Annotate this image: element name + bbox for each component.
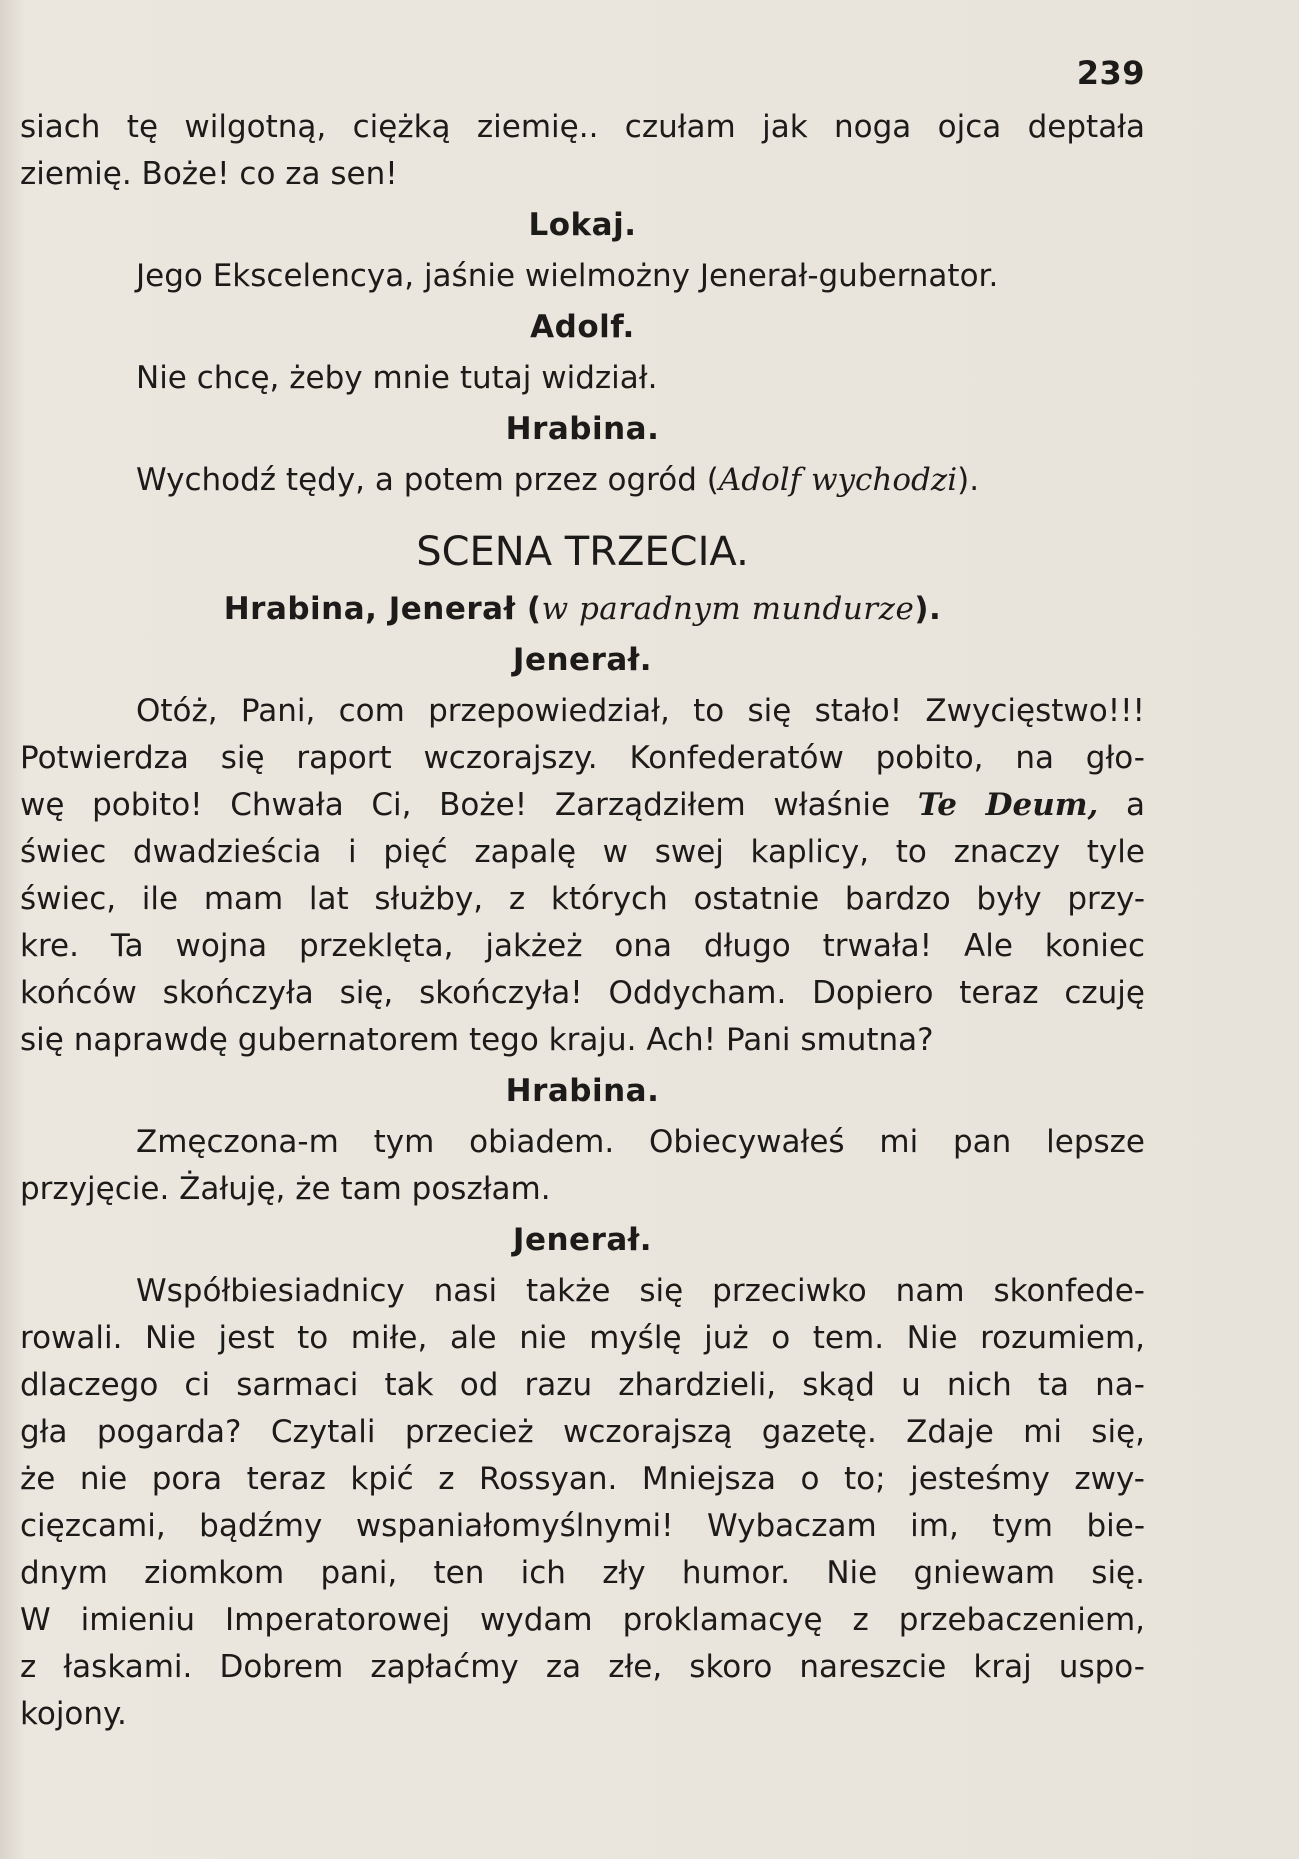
scene-title: SCENA TRZECIA. xyxy=(416,529,749,575)
dialogue-line: z łaskami. Dobrem zapłaćmy za złe, skoro nareszcie kraj uspo- xyxy=(20,1649,1145,1685)
stage-direction: w paradnym mundurze xyxy=(541,591,915,627)
dialogue-line: świec, ile mam lat służby, z których ostatnie bardzo były przy- xyxy=(20,881,1145,917)
dialogue-line: kre. Ta wojna przeklęta, jakżeż ona długo trwała! Ale koniec xyxy=(20,928,1145,964)
text-line: ziemię. Boże! co za sen! xyxy=(20,156,398,192)
dialogue-text: ). xyxy=(957,462,980,498)
page-number: 239 xyxy=(1076,54,1145,92)
speaker-jeneral: Jenerał. xyxy=(512,1222,653,1258)
dialogue-line: kojony. xyxy=(20,1696,127,1732)
dialogue-line: się naprawdę gubernatorem tego kraju. Ach! Pani smutna? xyxy=(20,1022,934,1058)
speaker-jeneral: Jenerał. xyxy=(512,642,653,678)
stage-direction: Adolf wychodzi xyxy=(718,462,958,498)
dialogue-line: że nie pora teraz kpić z Rossyan. Mniejsza o to; jesteśmy zwy- xyxy=(20,1461,1145,1497)
dialogue-text: a xyxy=(1126,787,1146,823)
page-text xyxy=(20,104,1145,1738)
dialogue-line: dnym ziomkom pani, ten ich zły humor. Nie gniewam się. xyxy=(20,1555,1145,1591)
speaker-lokaj: Lokaj. xyxy=(528,207,637,243)
dialogue-line: Nie chcę, żeby mnie tutaj widział. xyxy=(136,360,658,396)
dialogue-line: świec dwadzieścia i pięć zapalę w swej kaplicy, to znaczy tyle xyxy=(20,834,1145,870)
cast-names: Hrabina, Jenerał ( xyxy=(223,591,542,627)
dialogue-line: dlaczego ci sarmaci tak od razu zhardzieli, skąd u nich ta na- xyxy=(20,1367,1145,1403)
dialogue-line: W imieniu Imperatorowej wydam proklamacyę z przebaczeniem, xyxy=(20,1602,1145,1638)
speaker-hrabina: Hrabina. xyxy=(505,1073,660,1109)
scene-cast xyxy=(20,586,1145,633)
dialogue-line: gła pogarda? Czytali przecież wczorajszą gazetę. Zdaje mi się, xyxy=(20,1414,1145,1450)
dialogue-text: Wychodź tędy, a potem przez ogród ( xyxy=(136,462,719,498)
speaker-adolf: Adolf. xyxy=(530,309,635,345)
dialogue-line xyxy=(20,782,1145,829)
dialogue-line: końców skończyła się, skończyła! Oddycham. Dopiero teraz czuję xyxy=(20,975,1145,1011)
text-line: siach tę wilgotną, ciężką ziemię.. czułam jak noga ojca deptała xyxy=(20,109,1145,145)
dialogue-line xyxy=(20,457,1145,504)
dialogue-line: Otóż, Pani, com przepowiedział, to się stało! Zwycięstwo!!! xyxy=(136,693,1145,729)
dialogue-line: przyjęcie. Żałuję, że tam poszłam. xyxy=(20,1171,551,1207)
cast-end: ). xyxy=(914,591,942,627)
dialogue-line: Potwierdza się raport wczorajszy. Konfederatów pobito, na gło- xyxy=(20,740,1145,776)
dialogue-line: Jego Ekscelencya, jaśnie wielmożny Jenerał-gubernator. xyxy=(136,258,999,294)
dialogue-line: Zmęczona-m tym obiadem. Obiecywałeś mi pan lepsze xyxy=(136,1124,1145,1160)
dialogue-text: wę pobito! Chwała Ci, Boże! Zarządziłem właśnie xyxy=(20,787,891,823)
te-deum: Te Deum, xyxy=(917,787,1099,823)
dialogue-line: rowali. Nie jest to miłe, ale nie myślę już o tem. Nie rozumiem, xyxy=(20,1320,1145,1356)
dialogue-line: Współbiesiadnicy nasi także się przeciwko nam skonfede- xyxy=(136,1273,1145,1309)
dialogue-line: cięzcami, bądźmy wspaniałomyślnymi! Wybaczam im, tym bie- xyxy=(20,1508,1145,1544)
speaker-hrabina: Hrabina. xyxy=(505,411,660,447)
